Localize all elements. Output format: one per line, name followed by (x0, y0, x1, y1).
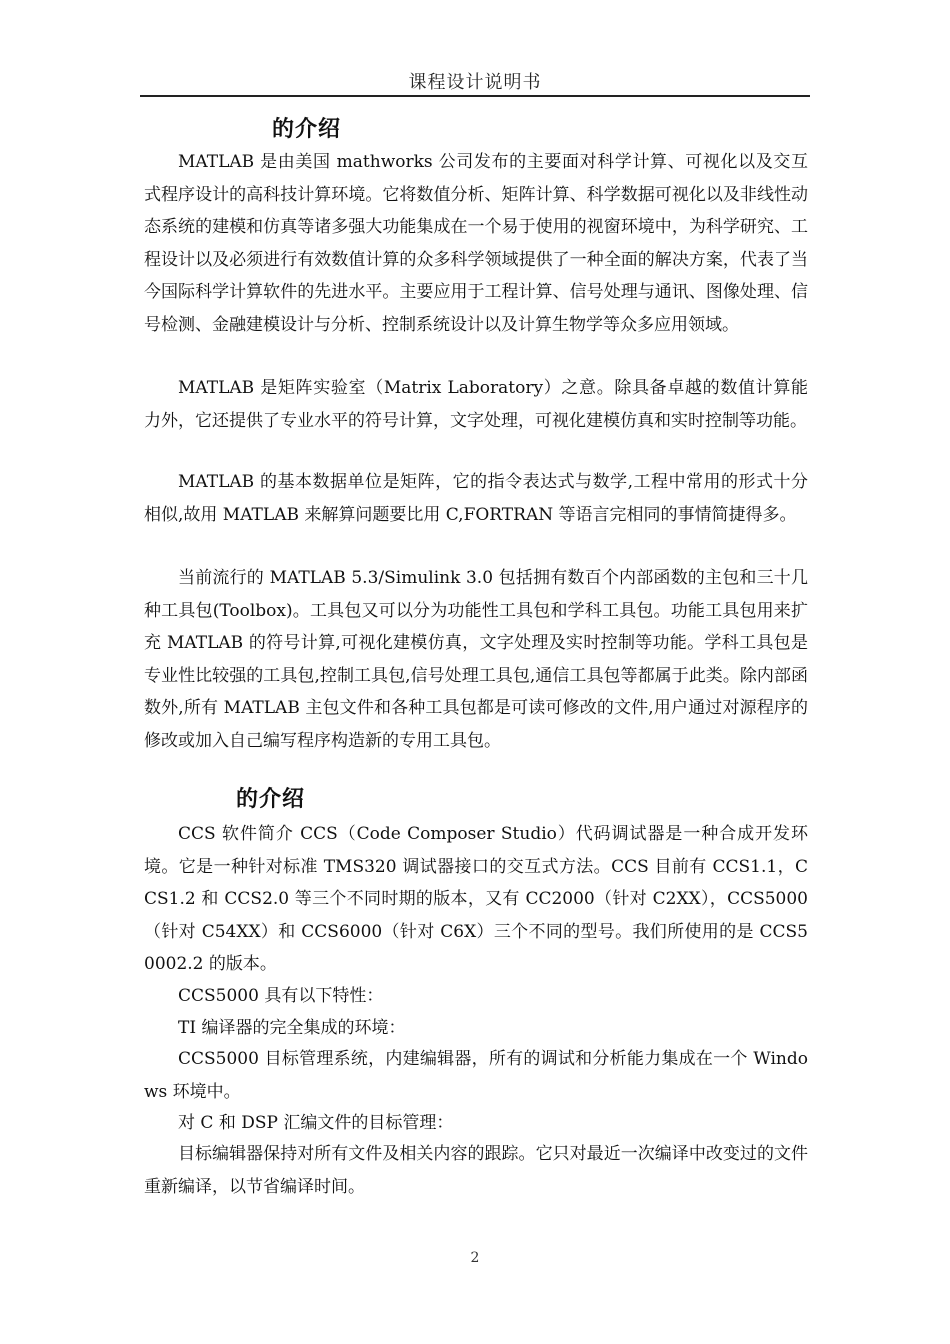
paragraph-matlab-data-unit: MATLAB 的基本数据单位是矩阵，它的指令表达式与数学,工程中常用的形式十分相似,故用 MATLAB 来解算问题要比用 C,FORTRAN 等语言完相同的事情简捷得多。 (144, 472, 808, 525)
page-header-title: 课程设计说明书 (408, 72, 542, 93)
paragraph-ccs-intro: CCS 软件简介 CCS（Code Composer Studio）代码调试器是一种合成开发环境。它是一种针对标准 TMS320 调试器接口的交互式方法。CCS 目前有 CCS1.1，CCS1.2 和 CCS2.0 等三个不同时期的版本，又有 CC2000（针对 C2XX），CCS5000（针对 C54XX）和 CCS6000（针对 C6X）三个不同的型号。我们所使用的是 CCS50002.2 的版本。 (144, 824, 808, 974)
paragraph-matlab-meaning: MATLAB 是矩阵实验室（Matrix Laboratory）之意。除具备卓越的数值计算能力外，它还提供了专业水平的符号计算，文字处理，可视化建模仿真和实时控制等功能。 (144, 378, 808, 431)
page-number: 2 (470, 1250, 480, 1266)
paragraph-ccs-asm-management: 对 C 和 DSP 汇编文件的目标管理： (178, 1113, 454, 1133)
section-title-ccs: 的介绍 (236, 786, 306, 812)
paragraph-ccs-editor-tracking: 目标编辑器保持对所有文件及相关内容的跟踪。它只对最近一次编译中改变过的文件重新编译，以节省编译时间。 (144, 1144, 808, 1197)
paragraph-matlab-intro: MATLAB 是由美国 mathworks 公司发布的主要面对科学计算、可视化以及交互式程序设计的高科技计算环境。它将数值分析、矩阵计算、科学数据可视化以及非线性动态系统的建模和仿真等诸多强大功能集成在一个易于使用的视窗环境中，为科学研究、工程设计以及必须进行有效数值计算的众多科学领域提供了一种全面的解决方案，代表了当今国际科学计算软件的先进水平。主要应用于工程计算、信号处理与通讯、图像处理、信号检测、金融建模设计与分析、控制系统设计以及计算生物学等众多应用领域。 (144, 152, 808, 335)
section-title-matlab: 的介绍 (272, 116, 342, 142)
header-divider (140, 95, 810, 97)
paragraph-ccs-features: CCS5000 具有以下特性： (178, 986, 384, 1006)
paragraph-matlab-toolbox: 当前流行的 MATLAB 5.3/Simulink 3.0 包括拥有数百个内部函数的主包和三十几种工具包(Toolbox)。工具包又可以分为功能性工具包和学科工具包。功能工具包用来扩充 MATLAB 的符号计算,可视化建模仿真，文字处理及实时控制等功能。学科工具包是专业性比较强的工具包,控制工具包,信号处理工具包,通信工具包等都属于此类。除内部函数外,所有 MATLAB 主包文件和各种工具包都是可读可修改的文件,用户通过对源程序的修改或加入自己编写程序构造新的专用工具包。 (144, 568, 808, 751)
paragraph-ccs-target-system: CCS5000 目标管理系统，内建编辑器，所有的调试和分析能力集成在一个 Windows 环境中。 (144, 1049, 808, 1102)
paragraph-ccs-compiler: TI 编译器的完全集成的环境： (178, 1018, 406, 1038)
